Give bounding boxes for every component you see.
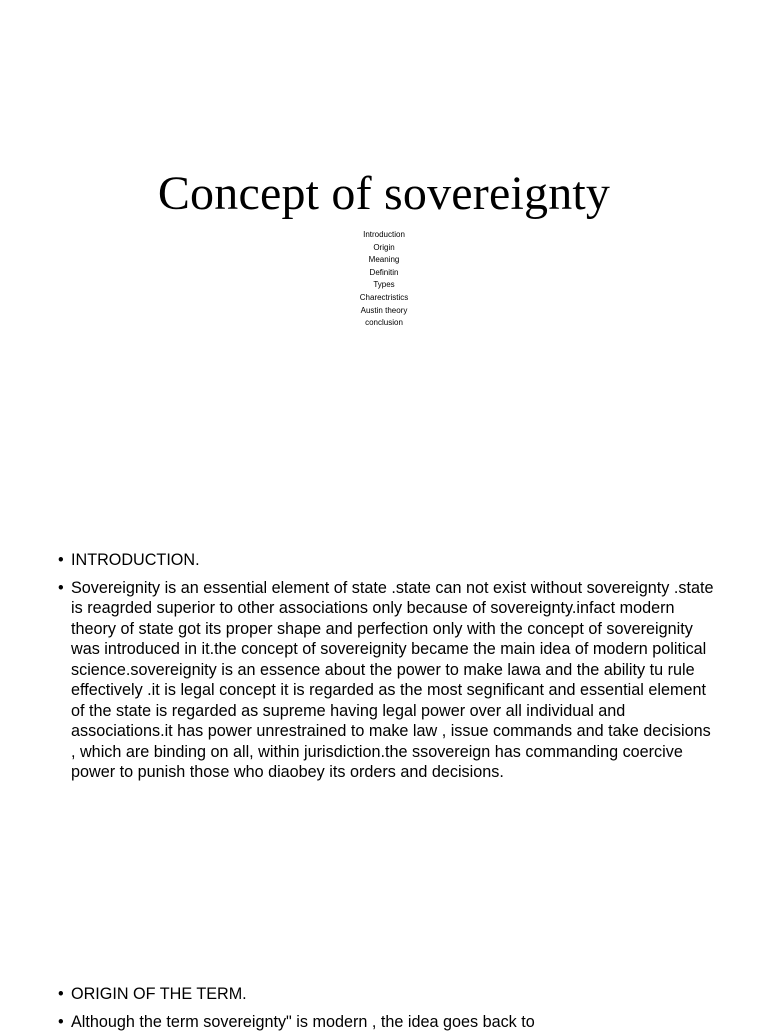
toc-item: Definitin <box>0 267 768 280</box>
table-of-contents <box>0 229 768 330</box>
slide-title: Concept of sovereignty <box>0 166 768 222</box>
origin-body: • Although the term sovereignty" is modern , the idea goes back to <box>58 1012 718 1032</box>
introduction-heading: • INTRODUCTION. <box>58 550 718 571</box>
origin-heading: • ORIGIN OF THE TERM. <box>58 984 718 1005</box>
toc-item: Charectristics <box>0 292 768 305</box>
introduction-slide <box>58 550 718 783</box>
toc-item: Austin theory <box>0 305 768 318</box>
toc-item: Types <box>0 279 768 292</box>
introduction-body: • Sovereignity is an essential element of state .state can not exist without sovereignty .state is reagrded superior to other associations only because of sovereignty.infact modern theory of state got its proper shape and perfection only with the concept of sovereignity was introduced in it.the concept of sovereignity became the main idea of modern political science.sovereignity is an essence about the power to make lawa and the ability tu rule effectively .it is legal concept it is regarded as the most segnificant and essential element of the state is regarded as supreme having legal power over all individual and associations.it has power unrestrained to make law , issue commands and take decisions , which are binding on all, within jurisdiction.the ssovereign has commanding coercive power to punish those who diaobey its orders and decisions. <box>58 578 718 783</box>
toc-item: Origin <box>0 242 768 255</box>
origin-slide <box>58 984 718 1032</box>
toc-item: Introduction <box>0 229 768 242</box>
toc-item: Meaning <box>0 254 768 267</box>
toc-item: conclusion <box>0 317 768 330</box>
